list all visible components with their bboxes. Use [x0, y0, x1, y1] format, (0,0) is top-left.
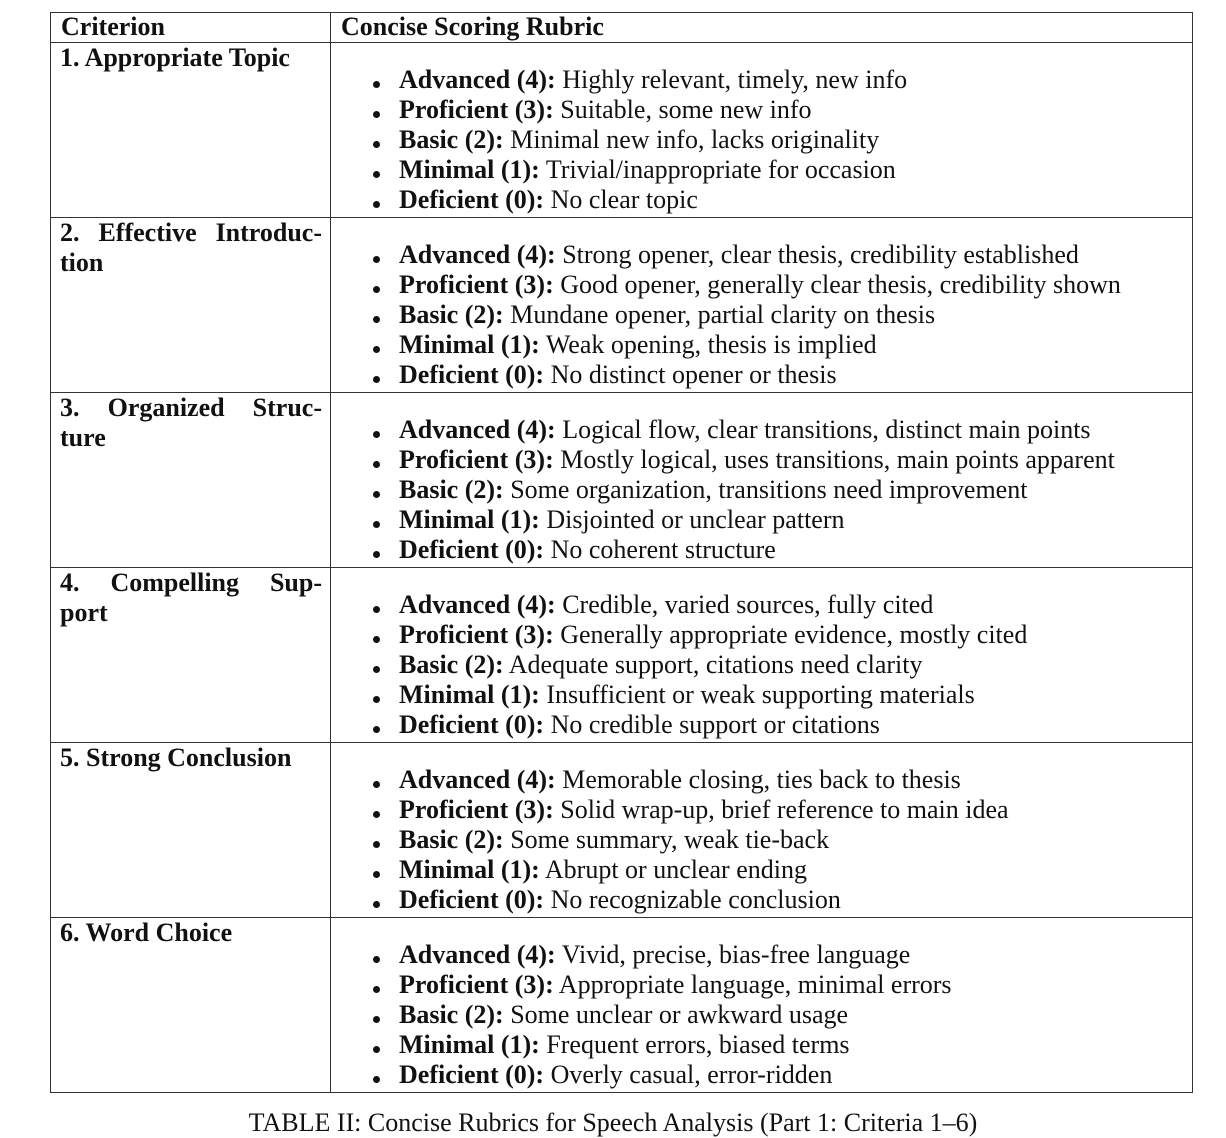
level-description: Vivid, precise, bias-free language [555, 940, 911, 969]
level-description: Some unclear or awkward usage [503, 1000, 849, 1029]
level-label: Minimal (1): [399, 505, 540, 534]
criterion-text: 1. Appropriate Topic [60, 43, 290, 72]
level-description: Some summary, weak tie-back [503, 825, 830, 854]
level-description: No credible support or citations [544, 710, 880, 739]
criterion-text: 5. Strong Conclusion [60, 743, 292, 772]
level-description: Adequate support, citations need clarity [503, 650, 923, 679]
header-rubric: Concise Scoring Rubric [331, 13, 1193, 43]
level-description: Credible, varied sources, fully cited [555, 590, 934, 619]
list-item [399, 620, 1192, 650]
table-row [51, 43, 1193, 218]
level-description: Some organization, transitions need improvement [503, 475, 1028, 504]
table-row [51, 393, 1193, 568]
level-description: No recognizable conclusion [544, 885, 841, 914]
table-row [51, 568, 1193, 743]
level-label: Deficient (0): [399, 710, 545, 739]
criterion-text: 4. Compelling Sup- [60, 568, 322, 597]
rubric-cell [331, 743, 1193, 918]
level-description: Mundane opener, partial clarity on thesis [503, 300, 936, 329]
list-item [399, 1060, 1192, 1090]
criterion-text: ture [60, 423, 106, 452]
criterion-cell [51, 393, 331, 568]
level-label: Basic (2): [399, 825, 504, 854]
list-item [399, 535, 1192, 565]
level-description: Highly relevant, timely, new info [555, 65, 908, 94]
level-label: Minimal (1): [399, 855, 540, 884]
criterion-text: tion [60, 248, 104, 277]
criterion-cell [51, 43, 331, 218]
level-label: Advanced (4): [399, 765, 556, 794]
list-item [399, 710, 1192, 740]
level-label: Advanced (4): [399, 240, 556, 269]
list-item [399, 270, 1192, 300]
list-item [399, 415, 1192, 445]
level-label: Minimal (1): [399, 680, 540, 709]
list-item [399, 445, 1192, 475]
level-description: Abrupt or unclear ending [539, 855, 807, 884]
list-item [399, 940, 1192, 970]
level-label: Advanced (4): [399, 65, 556, 94]
list-item [399, 300, 1192, 330]
level-label: Basic (2): [399, 1000, 504, 1029]
criterion-text: 3. Organized Struc- [60, 393, 322, 422]
list-item [399, 825, 1192, 855]
rubric-list [331, 240, 1192, 390]
criterion-text: 2. Effective Introduc- [60, 218, 322, 247]
level-label: Proficient (3): [399, 970, 554, 999]
rubric-cell [331, 568, 1193, 743]
rubric-list [331, 590, 1192, 740]
level-description: No coherent structure [544, 535, 776, 564]
criterion-cell [51, 568, 331, 743]
list-item [399, 650, 1192, 680]
level-description: Frequent errors, biased terms [539, 1030, 850, 1059]
list-item [399, 855, 1192, 885]
level-description: No distinct opener or thesis [544, 360, 837, 389]
rubric-cell [331, 43, 1193, 218]
level-description: Trivial/inappropriate for occasion [539, 155, 896, 184]
level-label: Basic (2): [399, 300, 504, 329]
level-description: Generally appropriate evidence, mostly cited [553, 620, 1028, 649]
rubric-list [331, 65, 1192, 215]
list-item [399, 155, 1192, 185]
list-item [399, 680, 1192, 710]
rubric-cell [331, 218, 1193, 393]
level-description: Logical flow, clear transitions, distinct main points [555, 415, 1091, 444]
table-caption: TABLE II: Concise Rubrics for Speech Analysis (Part 1: Criteria 1–6) [248, 1108, 978, 1137]
list-item [399, 240, 1192, 270]
list-item [399, 185, 1192, 215]
level-description: Weak opening, thesis is implied [539, 330, 877, 359]
level-label: Deficient (0): [399, 535, 545, 564]
table-row [51, 918, 1193, 1093]
rubric-list [331, 765, 1192, 915]
list-item [399, 590, 1192, 620]
level-label: Minimal (1): [399, 330, 540, 359]
list-item [399, 1030, 1192, 1060]
level-description: Memorable closing, ties back to thesis [555, 765, 961, 794]
level-label: Advanced (4): [399, 940, 556, 969]
list-item [399, 475, 1192, 505]
level-description: Minimal new info, lacks originality [503, 125, 880, 154]
table-row [51, 743, 1193, 918]
criterion-text: port [60, 598, 108, 627]
list-item [399, 360, 1192, 390]
level-label: Minimal (1): [399, 1030, 540, 1059]
level-label: Proficient (3): [399, 95, 554, 124]
list-item [399, 505, 1192, 535]
list-item [399, 330, 1192, 360]
level-description: Appropriate language, minimal errors [553, 970, 952, 999]
rubric-table [50, 12, 1193, 1093]
table-row [51, 218, 1193, 393]
list-item [399, 95, 1192, 125]
rubric-list [331, 415, 1192, 565]
level-label: Basic (2): [399, 125, 504, 154]
level-label: Deficient (0): [399, 185, 545, 214]
level-label: Proficient (3): [399, 620, 554, 649]
rubric-cell [331, 393, 1193, 568]
list-item [399, 970, 1192, 1000]
level-label: Minimal (1): [399, 155, 540, 184]
level-description: Insufficient or weak supporting materials [539, 680, 975, 709]
level-label: Deficient (0): [399, 885, 545, 914]
level-label: Basic (2): [399, 475, 504, 504]
level-description: Good opener, generally clear thesis, credibility shown [553, 270, 1121, 299]
criterion-text: 6. Word Choice [60, 918, 233, 947]
level-description: Overly casual, error-ridden [544, 1060, 833, 1089]
level-label: Deficient (0): [399, 1060, 545, 1089]
level-label: Proficient (3): [399, 445, 554, 474]
header-row [51, 13, 1193, 43]
level-label: Advanced (4): [399, 590, 556, 619]
level-label: Deficient (0): [399, 360, 545, 389]
rubric-cell [331, 918, 1193, 1093]
level-label: Proficient (3): [399, 795, 554, 824]
rubric-list [331, 940, 1192, 1090]
level-label: Proficient (3): [399, 270, 554, 299]
criterion-cell [51, 218, 331, 393]
list-item [399, 125, 1192, 155]
criterion-cell [51, 918, 331, 1093]
list-item [399, 765, 1192, 795]
level-description: Strong opener, clear thesis, credibility established [555, 240, 1079, 269]
level-description: Solid wrap-up, brief reference to main idea [553, 795, 1009, 824]
list-item [399, 65, 1192, 95]
list-item [399, 885, 1192, 915]
level-label: Advanced (4): [399, 415, 556, 444]
level-description: Mostly logical, uses transitions, main points apparent [553, 445, 1115, 474]
level-description: Disjointed or unclear pattern [539, 505, 845, 534]
list-item [399, 795, 1192, 825]
level-description: Suitable, some new info [553, 95, 812, 124]
criterion-cell [51, 743, 331, 918]
list-item [399, 1000, 1192, 1030]
level-description: No clear topic [544, 185, 698, 214]
header-criterion: Criterion [51, 13, 331, 43]
level-label: Basic (2): [399, 650, 504, 679]
